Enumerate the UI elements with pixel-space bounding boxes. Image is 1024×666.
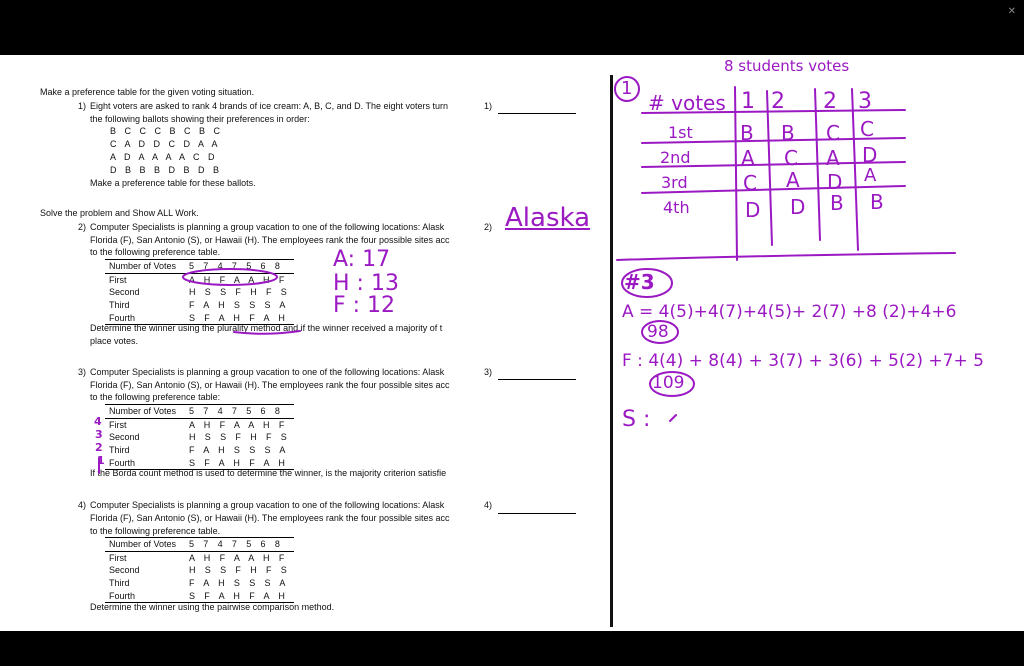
q3-text3: to the following preference table: [90,392,221,402]
right-table-cell: D [790,195,806,219]
table-rule [617,253,955,260]
table-row-values: F A H S S S A [189,445,289,456]
q3-margin-point: 2 [95,441,103,454]
circle-1 [615,77,639,101]
right-table-header-value: 3 [858,89,872,114]
table-header-values: 5 7 4 7 5 6 8 [185,260,294,274]
q3-margin-point: 4 [94,415,102,428]
right-table-cell: C [743,171,757,195]
table-rule [852,89,858,250]
right-circle-1-label: 1 [621,78,633,99]
table-row-label: First [109,552,127,563]
table-row-values: F A H S S S A [189,578,289,589]
right-table-cell: D [745,198,761,222]
q3-number: 3) [78,367,87,377]
right-table-header-label: # votes [648,91,726,115]
table-header-label: Number of Votes [105,538,185,552]
table-row-label: Second [109,432,140,443]
q2-footer-method: plurality method [217,323,281,333]
table-header-label: Number of Votes [105,405,185,419]
q1-footer: Make a preference table for these ballots. [90,178,256,188]
right-table-cell: C [860,117,874,141]
table-row-values: S F A H F A H [185,589,294,602]
q1-ballot-row: D B B B D B D B [110,165,223,175]
right-table-cell: A [864,165,877,186]
q1-instruction: Make a preference table for the given voting situation. [40,87,255,97]
table-row-label: Third [109,300,130,311]
table-row-label: Fourth [105,456,185,469]
table-row-values: H S S F H F S [189,432,291,443]
q4-text: Computer Specialists is planning a group vacation to one of the following locations: Alask [90,500,445,510]
q4-text2: Florida (F), San Antonio (S), or Hawaii (H). The employees rank the four possible sites acc [90,513,450,523]
q2-handwritten-answer: Alaska [505,203,591,233]
plurality-method-underline [234,331,300,334]
q1-text: Eight voters are asked to rank 4 brands of ice cream: A, B, C, and D. The eight voters turn [90,101,449,111]
right-table-cell: B [740,121,754,145]
right-table-row-label: 2nd [660,148,691,167]
handwritten-strokes [0,55,1024,631]
table-row-values: S F A H F A H [185,456,294,469]
total-f-circle [650,372,694,396]
table-row-values: A H F A A H F [189,552,288,563]
q1-text2: the following ballots showing their preferences in order: [90,114,310,124]
circle-3 [622,269,672,297]
q2-number: 2) [78,222,87,232]
equation-f: F : 4(4) + 8(4) + 3(7) + 3(6) + 5(2) +7+ 5 [622,351,984,371]
equation-a: A = 4(5)+4(7)+4(5)+ 2(7) +8 (2)+4+6 [622,302,957,322]
right-table-cell: A [826,146,840,170]
table-rule [735,87,737,260]
right-table-header-value: 2 [823,89,837,114]
right-table-row-label: 1st [668,123,693,142]
total-a-circle [642,321,678,343]
table-row-label: First [109,419,127,430]
q3-margin-point: 1 [97,454,105,467]
table-header-values: 5 7 4 7 5 6 8 [185,405,294,419]
right-title: 8 students votes [724,57,850,75]
table-row-label: Third [109,445,130,456]
q1-ballot-row: B C C C B C B C [110,126,224,136]
right-table-cell: B [781,121,795,145]
right-table-cell: D [827,170,843,194]
q4-number: 4) [78,500,87,510]
table-row-values: H S S F H F S [189,287,291,298]
table-rule [642,138,905,143]
window-close-icon[interactable]: ✕ [1007,6,1016,17]
table-row-values: H S S F H F S [189,565,291,576]
table-header-values: 5 7 4 7 5 6 8 [185,538,294,552]
section-instruction: Solve the problem and Show ALL Work. [40,208,199,218]
right-circle-3-label: #3 [624,270,655,294]
table-row-label: Second [109,565,140,576]
table-row-values: F A H S S S A [189,300,289,311]
q3-footer: If the Borda count method is used to determine the winner, is the majority criterion satisfie [90,468,447,478]
equation-s: S : [622,407,651,432]
table-rule [642,110,905,113]
table-row-values: A H F A A H F [189,419,288,430]
q4-answer-number: 4) [484,500,493,510]
right-table-cell: D [862,143,878,167]
right-table-header-value: 2 [771,89,785,114]
q3-margin-point: 3 [95,428,103,441]
q2-footer-a: Determine the winner using the [90,323,215,333]
equation-f-total: 109 [652,373,685,393]
table-row-label: Third [109,578,130,589]
right-table-cell: A [786,168,800,192]
q2-tally-a: A: 17 [333,247,391,272]
first-row-circle [183,269,277,285]
q2-footer-c: and if the winner received a majority of t [283,323,443,333]
table-row-label: First [109,274,127,285]
right-table-cell: A [741,146,755,170]
right-table-cell: B [870,190,884,214]
right-table-row-label: 4th [663,198,690,217]
q4-text3: to the following preference table. [90,526,221,536]
table-row-values: S F A H F A H [185,311,294,324]
q2-tally-h: H : 13 [333,271,399,296]
equation-a-total: 98 [647,322,669,342]
table-header-label: Number of Votes [105,260,185,274]
q2-text3: to the following preference table. [90,247,221,257]
q1-answer-number: 1) [484,101,493,111]
table-row-label: Second [109,287,140,298]
q2-answer-number: 2) [484,222,493,232]
q4-footer: Determine the winner using the pairwise comparison method. [90,602,335,612]
q3-text: Computer Specialists is planning a group vacation to one of the following locations: Alask [90,367,445,377]
document-page [0,55,1024,631]
q1-ballot-row: A D A A A A C D [110,152,218,162]
table-rule [767,91,772,245]
table-row-values: A H F A A H F [189,274,288,285]
q3-text2: Florida (F), San Antonio (S), or Hawaii (H). The employees rank the four possible sites acc [90,380,450,390]
right-table-row-label: 3rd [661,173,688,192]
q1-number: 1) [78,101,87,111]
q1-ballot-row: C A D D C D A A [110,139,221,149]
table-row-label: Fourth [105,311,185,324]
q3-answer-number: 3) [484,367,493,377]
right-table-header-value: 1 [741,89,755,114]
right-table-cell: B [830,191,844,215]
s-pen-mark [670,415,676,421]
q2-footer2: place votes. [90,336,139,346]
table-row-label: Fourth [105,589,185,602]
right-table-cell: C [784,146,798,170]
right-table-cell: C [826,121,840,145]
table-rule [642,162,905,167]
table-rule [642,186,905,193]
q2-text: Computer Specialists is planning a group vacation to one of the following locations: Alask [90,222,445,232]
q2-text2: Florida (F), San Antonio (S), or Hawaii (H). The employees rank the four possible sites acc [90,235,450,245]
q2-tally-f: F : 12 [333,293,396,318]
